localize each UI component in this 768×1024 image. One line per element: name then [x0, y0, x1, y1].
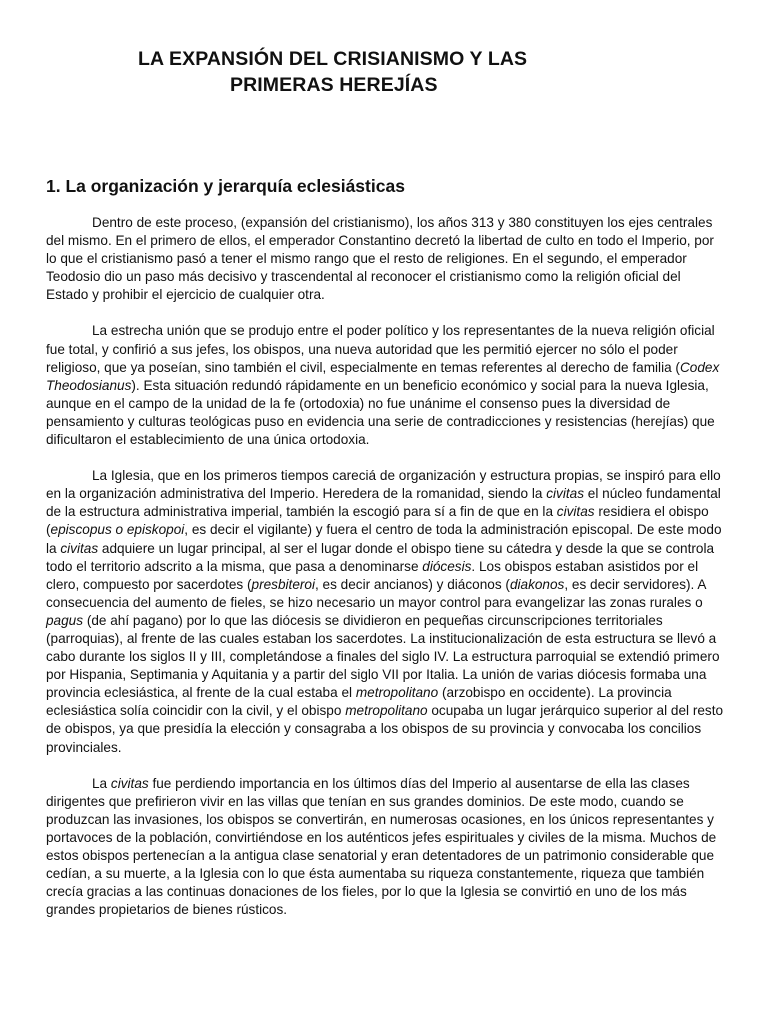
section-heading: 1. La organización y jerarquía eclesiásticas [46, 176, 405, 196]
paragraph-text: , es decir el vigilante) y fuera el centro de toda la administración episcopal. De este modo la [46, 522, 722, 556]
italic-term: presbiteroi [251, 576, 315, 592]
italic-term: civitas [546, 486, 585, 502]
paragraph-2 [46, 322, 726, 449]
italic-term: metropolitano [345, 703, 428, 719]
paragraph-text: , es decir ancianos) y diáconos ( [314, 576, 510, 592]
paragraph-text: ). Esta situación redundó rápidamente en un beneficio económico y social para la nueva Iglesia, aunque en el campo de la unidad de la fe (ortodoxia) no fue unánime el consenso pues la diversidad de pensamiento y culturas teológicas puso en evidencia una serie de contradicciones y resistencias (herejías) que dificultaron el establecimiento de una única ortodoxia. [46, 377, 715, 448]
paragraph-text: La [92, 775, 111, 791]
italic-term: diakonos [509, 576, 565, 592]
italic-term: civitas [60, 540, 99, 556]
paragraph-text: (arzobispo en occidente). La provincia eclesiástica solía coincidir con la civil, y el obispo [46, 685, 672, 719]
italic-term: metropolitano [355, 685, 439, 701]
document-body [46, 214, 726, 937]
paragraph-text: . Los obispos estaban asistidos por el clero, compuesto por sacerdotes ( [46, 558, 699, 592]
paragraph-text: La estrecha unión que se produjo entre el poder político y los representantes de la nueva religión oficial fue total, y confirió a sus jefes, los obispos, una nueva autoridad que les permitió ejercer no sólo el poder religioso, que ya poseían, sino también el civil, especialmente en temas referentes al derecho de familia ( [46, 323, 715, 375]
paragraph-text: , es decir servidores). A consecuencia del aumento de fieles, se hizo necesario un mayor control para evangelizar las zonas rurales o [46, 576, 706, 610]
paragraph-4 [46, 775, 726, 920]
italic-term: Codex Theodosianus [46, 359, 720, 393]
paragraph-text: residiera el obispo ( [46, 504, 709, 538]
paragraph-text: el núcleo fundamental de la estructura administrativa imperial, también la escogió para sí a fin de que en la [46, 486, 721, 520]
paragraph-text: Dentro de este proceso, (expansión del cristianismo), los años 313 y 380 constituyen los ejes centrales del mismo. En el primero de ellos, el emperador Constantino decretó la libertad de culto en todo el Imperio, por lo que el cristianismo pasó a tener el mismo rango que el resto de religiones. En el segundo, el emperador Teodosio dio un paso más decisivo y trascendental al reconocer el cristianismo como la religión oficial del Estado y prohibir el ejercicio de cualquier otra. [46, 215, 714, 303]
paragraph-text: ocupaba un lugar jerárquico superior al del resto de obispos, ya que presidía la elección y consagraba a los obispos de su provincia y convocaba los concilios provinciales. [46, 703, 724, 755]
italic-term: episcopus o episkopoi [50, 522, 185, 538]
paragraph-1 [46, 214, 726, 304]
paragraph-text: adquiere un lugar principal, al ser el lugar donde el obispo tiene su cátedra y desde la que se controla todo el territorio adscrito a la misma, que pasa a denominarse [46, 540, 715, 574]
italic-term: diócesis [422, 558, 472, 574]
paragraph-text: (de ahí pagano) por lo que las diócesis se dividieron en pequeñas circunscripciones territoriales (parroquias), al frente de las cuales estaban los sacerdotes. La institucionalización de esta estructura se llevó a cabo durante los siglos II y III, completándose a finales del siglo IV. La estructura parroquial se extendió primero por Hispania, Septimania y Aquitania y a partir del siglo VII por Italia. La unión de varias diócesis formaba una provincia eclesiástica, al frente de la cual estaba el [46, 612, 720, 701]
italic-term: pagus [46, 612, 84, 628]
paragraph-text: La Iglesia, que en los primeros tiempos careciá de organización y estructura propias, se inspiró para ello en la organización administrativa del Imperio. Heredera de la romanidad, siendo la [46, 468, 721, 502]
document-title-line-2: PRIMERAS HEREJÍAS [230, 74, 438, 96]
document-title [0, 46, 768, 98]
paragraph-3 [46, 467, 726, 757]
paragraph-text: fue perdiendo importancia en los últimos días del Imperio al ausentarse de ella las clases dirigentes que prefirieron vivir en las villas que tenían en sus grandes dominios. De este modo, cuando se produzcan las invasiones, los obispos se convertirán, en numerosas ocasiones, en los únicos representantes y portavoces de la población, convirtiéndose en los auténticos jefes espirituales y civiles de la misma. Muchos de estos obispos pertenecían a la antigua clase senatorial y eran detentadores de un patrimonio considerable que cedían, a su muerte, a la Iglesia con lo que ésta aumentaba su riqueza constantemente, riqueza que también crecía gracias a las continuas donaciones de los fieles, por lo que la Iglesia se convirtió en uno de los más grandes propietarios de bienes rústicos. [46, 775, 717, 918]
document-title-line-1: LA EXPANSIÓN DEL CRISIANISMO Y LAS [138, 48, 528, 70]
italic-term: civitas [110, 775, 149, 791]
italic-term: civitas [556, 504, 595, 520]
